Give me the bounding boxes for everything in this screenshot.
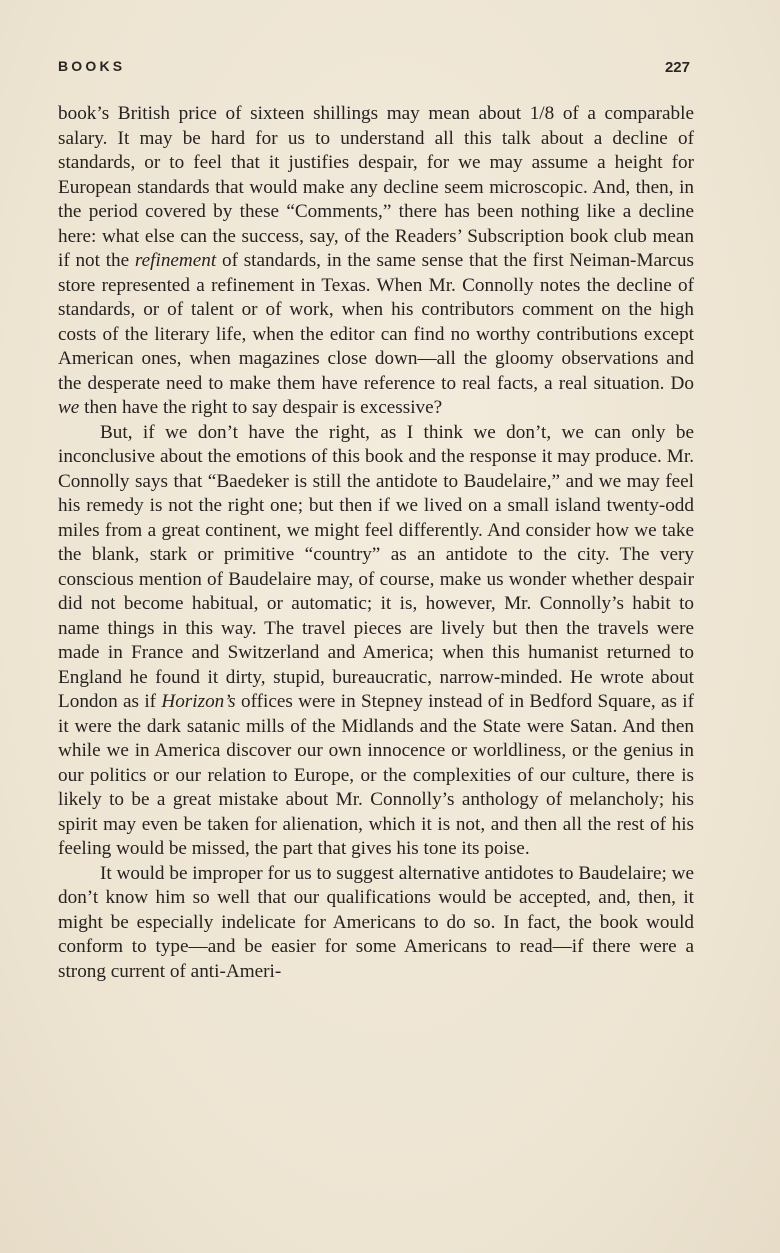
text-segment: of standards, in the same sense that the first Neiman-Marcus store represented a refinement in Texas. When Mr. Connolly notes the decline of standards, or of talent or of work, when his contributors comment on the high costs of the literary life, when the editor can find no worthy contributions except American ones, when magazines close down—all the gloomy observations and the desperate need to make them have reference to real facts, a real situation. Do [58,250,694,394]
italic-text-segment: refinement [134,250,217,271]
text-segment: book’s British price of sixteen shillings may mean about 1/8 of a comparable salary. It may be hard for us to understand all this talk about a decline of standards, or to feel that it justifies despair, for we may assume a height for European standards that would make any decline seem microscopic. And, then, in the period covered by these “Comments,” there has been nothing like a decline here: what else can the success, say, of the Readers’ Subscription book club mean if not the [58,103,694,271]
paragraph [58,421,694,862]
text-segment: But, if we don’t have the right, as I think we don’t, we can only be inconclusive about the emotions of this book and the response it may produce. Mr. Connolly says that “Baedeker is still the antidote to Baudelaire,” and we may feel his remedy is not the right one; but then if we lived on a small island twenty-odd miles from a great continent, we might feel differently. And consider how we take the blank, stark or primitive “country” as an antidote to the city. The very conscious mention of Baudelaire may, of course, make us wonder whether despair did not become habitual, or automatic; it is, however, Mr. Connolly’s habit to name things in this way. The travel pieces are lively but then the travels were made in France and Switzerland and America; when this humanist returned to England he found it dirty, stupid, bureaucratic, narrow-minded. He wrote about London as if [58,421,694,712]
paragraph [58,102,694,421]
italic-text-segment: Horizon’s [161,691,236,712]
body-text [58,102,694,984]
running-head [58,58,690,82]
text-segment: offices were in Stepney instead of in Bedford Square, as if it were the dark satanic mills of the Midlands and the State were Satan. And then while we in America discover our own innocence or worldliness, or the genius in our politics or our relation to Europe, or the complexities of our culture, there is likely to be a great mistake about Mr. Connolly’s anthology of melancholy; his spirit may even be taken for alienation, which it is not, and then all the rest of his feeling would be missed, the part that gives his tone its poise. [58,691,694,859]
page-number: 227 [664,59,690,76]
section-title: BOOKS [58,58,126,74]
paragraph [58,862,694,985]
text-segment: then have the right to say despair is excessive? [79,397,443,418]
text-segment: It would be improper for us to suggest alternative antidotes to Baudelaire; we don’t know him so well that our qualifications would be accepted, and, then, it might be especially indelicate for Americans to do so. In fact, the book would conform to type—and be easier for some Americans to read—if there were a strong current of anti-Ameri- [58,862,694,982]
italic-text-segment: we [58,397,80,418]
